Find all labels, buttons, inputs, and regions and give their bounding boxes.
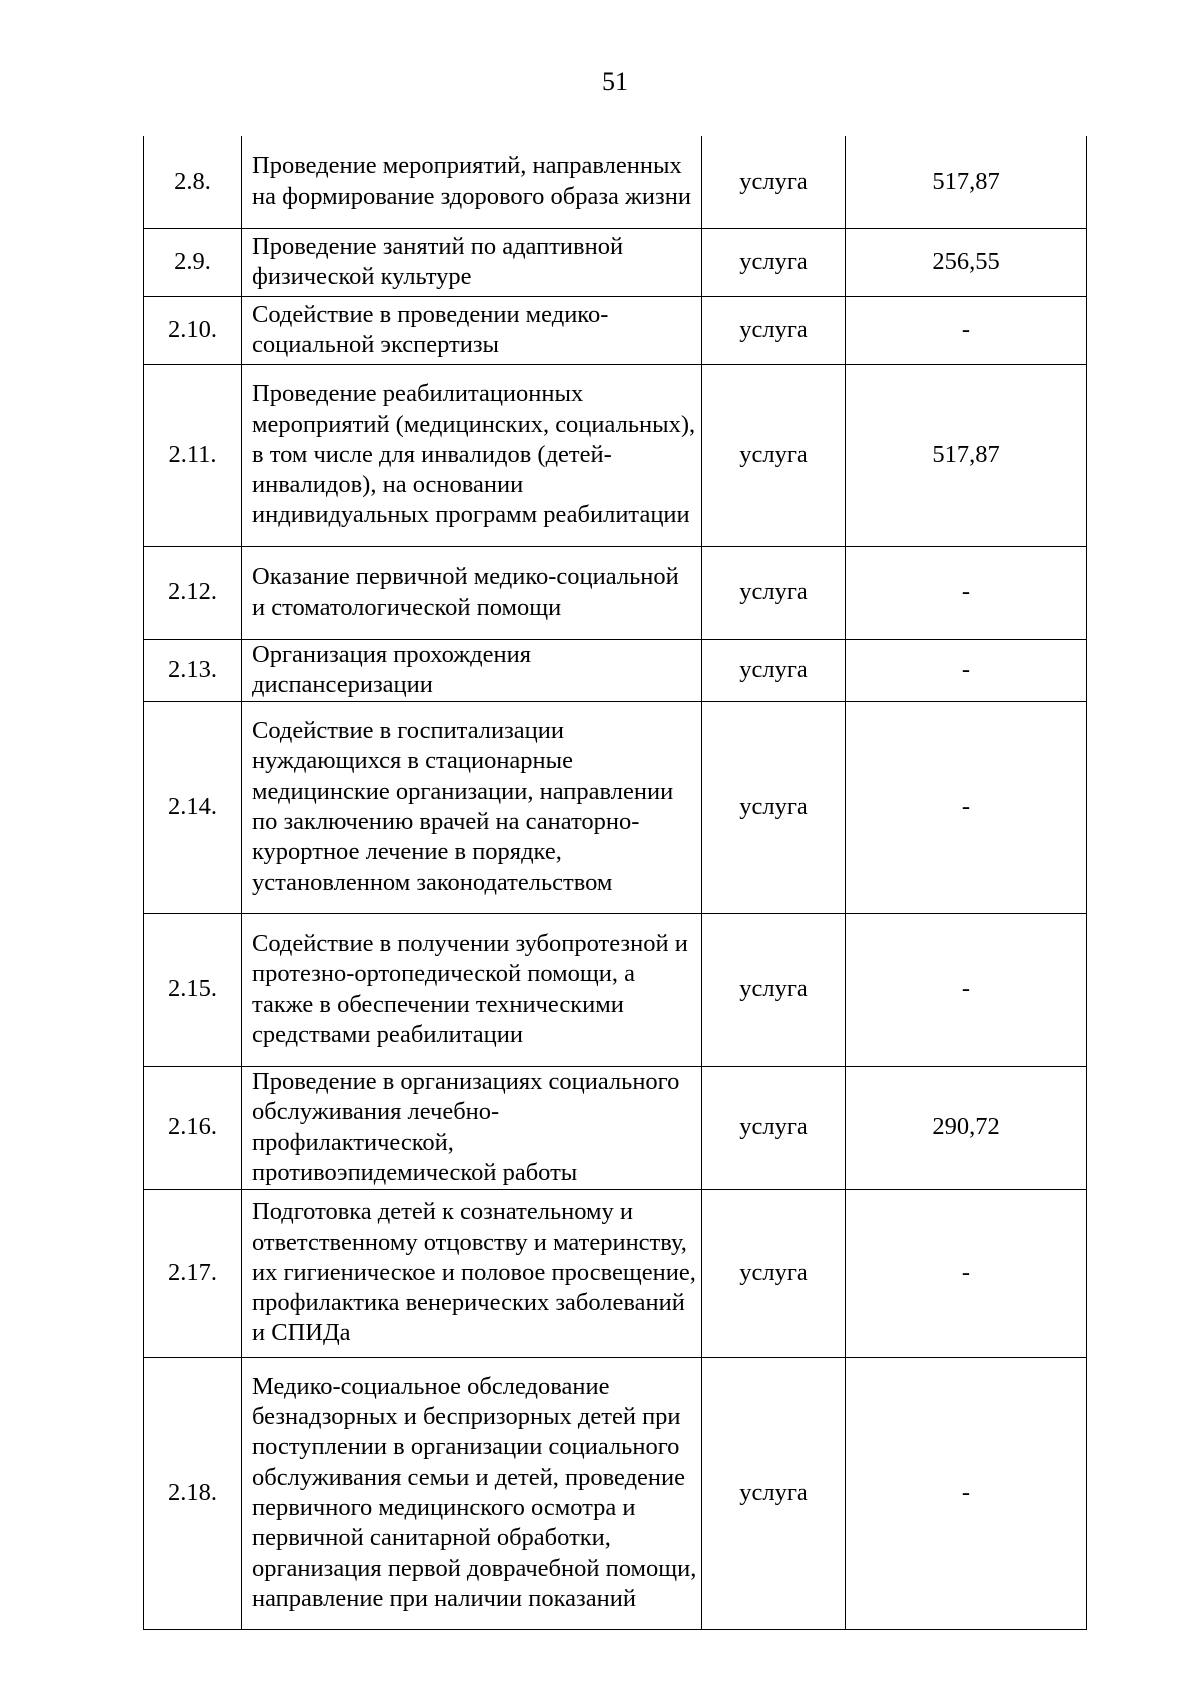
unit-of-measure: услуга [702,1357,846,1629]
unit-of-measure: услуга [702,639,846,701]
price-value: - [846,913,1087,1066]
table-row [144,639,1087,701]
price-value: 256,55 [846,228,1087,296]
unit-of-measure: услуга [702,913,846,1066]
price-value: - [846,546,1087,639]
service-name: Содействие в госпитализации нуждающихся в стационарные медицинские организации, направлении по заключению врачей на санаторно-курортное лечение в порядке, установленном законодательством [242,701,702,913]
row-number: 2.11. [144,364,242,546]
table-row [144,228,1087,296]
price-value: - [846,1357,1087,1629]
row-number: 2.17. [144,1189,242,1357]
page-number: 51 [602,67,628,96]
table-row [144,1357,1087,1629]
row-number: 2.8. [144,136,242,228]
unit-of-measure: услуга [702,1189,846,1357]
row-number: 2.13. [144,639,242,701]
unit-of-measure: услуга [702,136,846,228]
service-name: Оказание первичной медико-социальной и стоматологической помощи [242,546,702,639]
row-number: 2.14. [144,701,242,913]
service-name: Содействие в проведении медико-социальной экспертизы [242,296,702,364]
unit-of-measure: услуга [702,546,846,639]
row-number: 2.12. [144,546,242,639]
service-name: Проведение занятий по адаптивной физической культуре [242,228,702,296]
price-value: 290,72 [846,1066,1087,1189]
price-value: - [846,1189,1087,1357]
row-number: 2.16. [144,1066,242,1189]
table-row [144,1066,1087,1189]
row-number: 2.15. [144,913,242,1066]
table-row [144,546,1087,639]
unit-of-measure: услуга [702,1066,846,1189]
service-name: Подготовка детей к сознательному и ответственному отцовству и материнству, их гигиеническое и половое просвещение, профилактика венерических заболеваний и СПИДа [242,1189,702,1357]
price-value: - [846,296,1087,364]
unit-of-measure: услуга [702,364,846,546]
row-number: 2.9. [144,228,242,296]
table-row [144,136,1087,228]
price-value: - [846,701,1087,913]
row-number: 2.10. [144,296,242,364]
price-value: 517,87 [846,136,1087,228]
table-row [144,701,1087,913]
unit-of-measure: услуга [702,701,846,913]
table-row [144,913,1087,1066]
service-name: Организация прохождения диспансеризации [242,639,702,701]
service-name: Проведение реабилитационных мероприятий (медицинских, социальных), в том числе для инвалидов (детей-инвалидов), на основании индивидуальных программ реабилитации [242,364,702,546]
services-table [143,136,1087,1630]
price-value: 517,87 [846,364,1087,546]
service-name: Проведение мероприятий, направленных на формирование здорового образа жизни [242,136,702,228]
table-row [144,1189,1087,1357]
table-row [144,364,1087,546]
table-row [144,296,1087,364]
service-name: Содействие в получении зубопротезной и протезно-ортопедической помощи, а также в обеспечении техническими средствами реабилитации [242,913,702,1066]
unit-of-measure: услуга [702,228,846,296]
price-value: - [846,639,1087,701]
service-name: Проведение в организациях социального обслуживания лечебно-профилактической, противоэпидемической работы [242,1066,702,1189]
unit-of-measure: услуга [702,296,846,364]
row-number: 2.18. [144,1357,242,1629]
service-name: Медико-социальное обследование безнадзорных и беспризорных детей при поступлении в организации социального обслуживания семьи и детей, проведение первичного медицинского осмотра и первичной санитарной обработки, организация первой доврачебной помощи, направление при наличии показаний [242,1357,702,1629]
